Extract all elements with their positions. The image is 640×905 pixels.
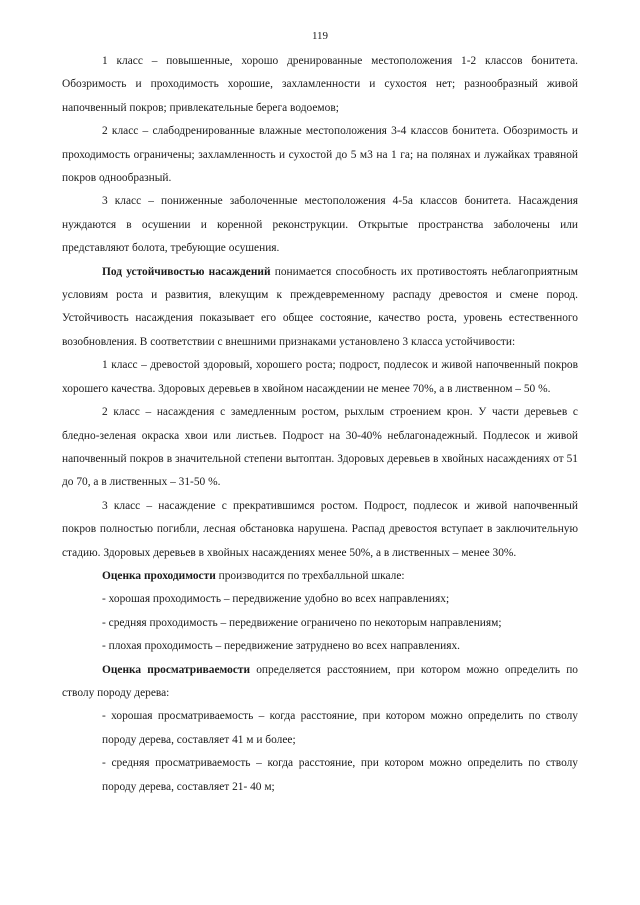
visibility-term: Оценка просматриваемости — [102, 663, 251, 676]
stability-class-3-paragraph: 3 класс – насаждение с прекратившимся ростом. Подрост, подлесок и живой напочвенный покров полностью погибли, лесная обстановка нарушена. Распад древостоя вступает в заключительную стадию. Здоровых деревьев в хвойных насаждениях менее 50%, а в лиственных – менее 30%. — [62, 499, 578, 559]
stability-class-1-paragraph: 1 класс – древостой здоровый, хорошего роста; подрост, подлесок и живой напочвенный покров хорошего качества. Здоровых деревьев в хвойном насаждении не менее 70%, а в лиственном – 50 %. — [62, 359, 578, 395]
passability-heading-paragraph — [62, 565, 578, 588]
page-number: 119 — [311, 30, 329, 42]
passability-term: Оценка проходимости — [102, 569, 216, 582]
passability-poor-item: - плохая проходимость – передвижение затруднено во всех направлениях. — [102, 640, 461, 653]
passability-medium-item: - средняя проходимость – передвижение ограничено по некоторым направлениям; — [102, 616, 502, 629]
stability-class-2-paragraph: 2 класс – насаждения с замедленным ростом, рыхлым строением крон. У части деревьев с бледно-зеленая окраска хвои или листьев. Подрост на 30-40% неблагонадежный. Подлесок и живой напочвенный покров в значительной степени вытоптан. Здоровых деревьев в хвойных насаждениях от 51 до 70, а в лиственных – 31-50 %. — [62, 406, 578, 489]
passability-heading-text: производится по трехбалльной шкале: — [215, 569, 405, 582]
recreation-class-2-paragraph: 2 класс – слабодренированные влажные местоположения 3-4 классов бонитета. Обозримость и проходимость ограничены; захламленность и сухостой до 5 м3 на 1 га; на полянах и лужайках травяной покров однообразный. — [62, 125, 578, 185]
passability-good-item: - хорошая проходимость – передвижение удобно во всех направлениях; — [102, 593, 450, 606]
visibility-good-item: - хорошая просматриваемость – когда расстояние, при котором можно определить по стволу породу дерева, составляет 41 м и более; — [102, 710, 578, 746]
stability-definition-text: понимается способность их противостоять неблагоприятным условиям роста и развития, влекущим к преждевременному распаду древостоя и смене пород. Устойчивость насаждения показывает его общее состояние, качество роста, уровень естественного возобновления. В соответствии с внешними признаками установлено 3 класса устойчивости: — [62, 265, 579, 348]
visibility-heading-paragraph — [62, 659, 578, 706]
stability-definition-paragraph — [62, 261, 578, 355]
stability-term: Под устойчивостью насаждений — [102, 265, 271, 278]
visibility-medium-item: - средняя просматриваемость – когда расстояние, при котором можно определить по стволу породу дерева, составляет 21- 40 м; — [102, 757, 578, 793]
recreation-class-1-paragraph: 1 класс – повышенные, хорошо дренированные местоположения 1-2 классов бонитета. Обозримость и проходимость хорошие, захламленности и сухостоя нет; разнообразный живой напочвенный покров; привлекательные берега водоемов; — [62, 55, 578, 114]
page-content — [62, 50, 578, 799]
visibility-heading-text: определяется расстоянием, при котором можно определить по стволу породу дерева: — [62, 663, 578, 699]
recreation-class-3-paragraph: 3 класс – пониженные заболоченные местоположения 4-5а классов бонитета. Насаждения нуждаются в осушении и коренной реконструкции. Открытые пространства заболочены или представляют болота, требующие осушения. — [62, 195, 578, 255]
